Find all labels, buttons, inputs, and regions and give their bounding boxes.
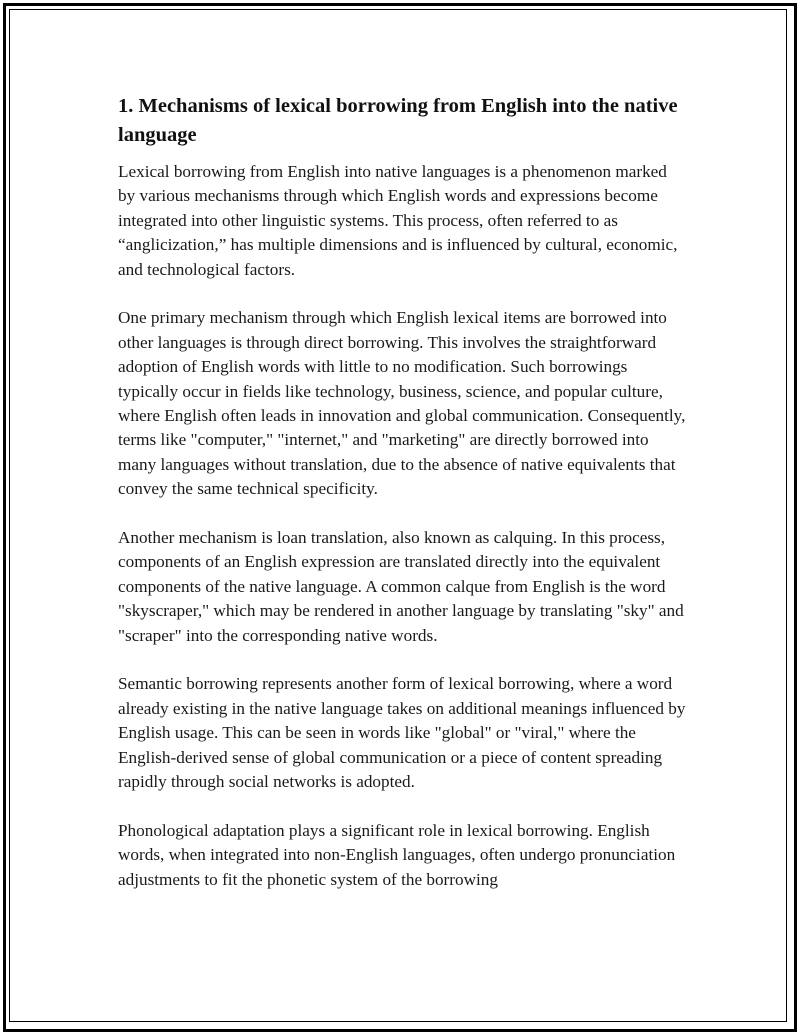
document-body: [118, 92, 686, 917]
paragraph-intro: Lexical borrowing from English into native languages is a phenomenon marked by various mechanisms through which English words and expressions become integrated into other linguistic systems. This process, often referred to as “anglicization,” has multiple dimensions and is influenced by cultural, economic, and technological factors.: [118, 162, 678, 279]
section-heading: 1. Mechanisms of lexical borrowing from English into the native language: [118, 95, 678, 146]
paragraph-loan-translation: Another mechanism is loan translation, also known as calquing. In this process, components of an English expression are translated directly into the equivalent components of the native language. A common calque from English is the word "skyscraper," which may be rendered in another language by translating "sky" and "scraper" into the corresponding native words.: [118, 528, 684, 645]
paragraph-phonological-adaptation: Phonological adaptation plays a significant role in lexical borrowing. English words, when integrated into non-English languages, often undergo pronunciation adjustments to fit the phonetic system of the borrowing: [118, 820, 676, 889]
paragraph-direct-borrowing: One primary mechanism through which English lexical items are borrowed into other languages is through direct borrowing. This involves the straightforward adoption of English words with little to no modification. Such borrowings typically occur in fields like technology, business, science, and popular culture, where English often leads in innovation and global communication. Consequently, terms like "computer," "internet," and "marketing" are directly borrowed into many languages without translation, due to the absence of native equivalents that convey the same technical specificity.: [118, 308, 686, 499]
paragraph-semantic-borrowing: Semantic borrowing represents another form of lexical borrowing, where a word already existing in the native language takes on additional meanings influenced by English usage. This can be seen in words like "global" or "viral," where the English-derived sense of global communication or a piece of content spreading rapidly through social networks is adopted.: [118, 674, 686, 792]
